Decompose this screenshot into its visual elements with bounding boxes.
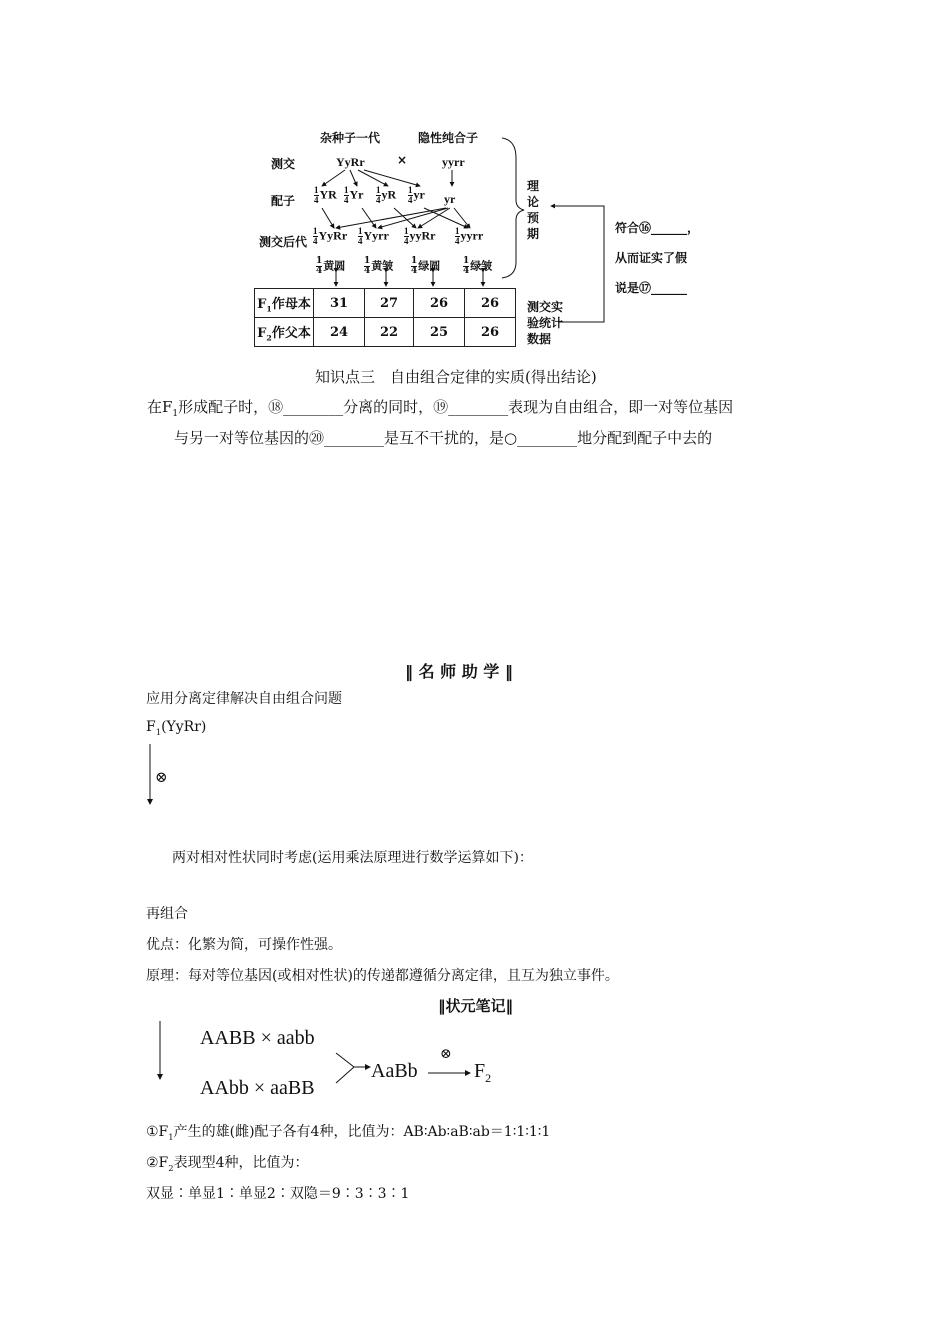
table-cell: 24	[314, 318, 365, 347]
parent-recessive: yyrr	[442, 155, 465, 169]
principle-text: 原理：每对等位基因(或相对性状)的传递都遵循分离定律，且互为独立事件。	[146, 968, 619, 984]
table-cell: 25	[414, 318, 465, 347]
parent-f1: YyRr	[336, 155, 365, 169]
table-cell: 22	[365, 318, 414, 347]
selfing-symbol-2: ⊗	[440, 1046, 452, 1062]
note-item-2: $②F_2$表现型4种，比值为：	[146, 1155, 309, 1173]
f1-genotype: $F_1(YyRr)$	[146, 719, 207, 737]
header-recessive: 隐性纯合子	[418, 131, 479, 145]
header-hybrid: 杂种子一代	[320, 131, 381, 145]
note-item-3: 双显∶单显1∶单显2∶双隐＝9∶3∶3∶1	[146, 1186, 410, 1202]
table-row	[255, 318, 516, 347]
stats-label: 测交实 验统计 数据	[527, 300, 564, 346]
notes-diagram	[140, 1015, 520, 1105]
offspring-1: $\frac{1}{4}$ YyRr	[313, 226, 348, 246]
cross-1: AABB × aabb	[200, 1027, 315, 1049]
theory-prediction-label: 理 论 预 期	[527, 179, 540, 241]
table-cell: 27	[365, 289, 414, 318]
offspring-3: $\frac{1}{4}$ yyRr	[404, 226, 436, 246]
two-traits-text: 两对相对性状同时考虑(运用乘法原理进行数学运算如下)：	[172, 850, 533, 866]
hypothesis-confirm-box: 符合⑯______， 从而证实了假 说是⑰______	[615, 221, 700, 295]
offspring-4: $\frac{1}{4}$ yyrr	[455, 226, 484, 246]
gamete-yr-upper: $\frac{1}{4}$ YR	[314, 185, 337, 205]
mingshi-topic: 应用分离定律解决自由组合问题	[146, 691, 342, 707]
cross-symbol: ×	[397, 153, 408, 167]
gamete-yr-lower: $\frac{1}{4}$ yr	[408, 185, 425, 205]
row-label-gametes: 配子	[271, 194, 296, 208]
advantage-text: 优点：化繁为简，可操作性强。	[146, 937, 342, 953]
row-label-testcross: 测交	[271, 157, 296, 171]
phenotype-1: $\frac{1}{4}$ 黄圆	[316, 256, 346, 276]
gamete-yR: $\frac{1}{4}$ yR	[376, 185, 397, 205]
phenotype-3: $\frac{1}{4}$ 绿圆	[411, 256, 441, 276]
phenotype-4: $\frac{1}{4}$ 绿皱	[463, 256, 493, 276]
table-cell: 26	[465, 318, 516, 347]
cross-2: AAbb × aaBB	[200, 1077, 315, 1099]
row-label: $F_2$作父本	[255, 318, 314, 347]
section3-line2: 与另一对等位基因的⑳________是互不干扰的，是○________地分配到配子中去的	[174, 429, 713, 447]
table-cell: 31	[314, 289, 365, 318]
section3-title: 知识点三 自由组合定律的实质(得出结论)	[315, 368, 597, 386]
section3-line1: 在$F_1$形成配子时，⑱________分离的同时，⑲________表现为自由组合，即一对等位基因	[147, 398, 734, 419]
table-cell: 26	[465, 289, 516, 318]
offspring-2: $\frac{1}{4}$ Yyrr	[358, 226, 389, 246]
row-label-offspring: 测交后代	[259, 235, 308, 249]
f2-label: $F_2$	[474, 1060, 492, 1085]
table-row	[255, 289, 516, 318]
row-label: $F_1$作母本	[255, 289, 314, 318]
phenotype-2: $\frac{1}{4}$ 黄皱	[364, 256, 394, 276]
results-table	[254, 288, 516, 347]
recombine-text: 再组合	[146, 906, 188, 922]
table-cell: 26	[414, 289, 465, 318]
gamete-recessive: yr	[444, 192, 456, 206]
mingshi-header: ‖ 名 师 助 学 ‖	[405, 662, 513, 681]
note-item-1: $①F_1$产生的雄(雌)配子各有4种，比值为：AB∶Ab∶aB∶ab＝1∶1∶1∶1	[146, 1124, 551, 1142]
gamete-yr-mixed: $\frac{1}{4}$ Yr	[344, 185, 364, 205]
product-genotype: AaBb	[371, 1060, 418, 1082]
selfing-symbol: ⊗	[155, 768, 168, 786]
notes-header: ‖状元笔记‖	[438, 997, 514, 1015]
